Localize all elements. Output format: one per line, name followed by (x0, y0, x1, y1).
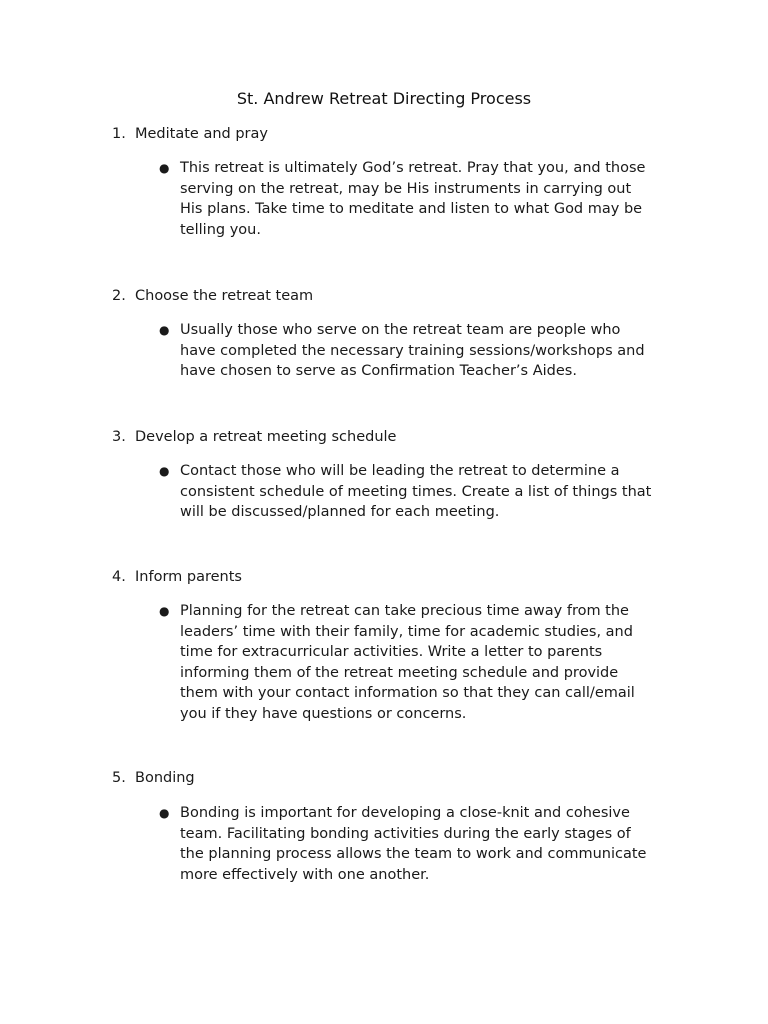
bullet-icon: ● (159, 806, 170, 820)
step-title: Develop a retreat meeting schedule (135, 429, 397, 445)
step-5-heading (112, 768, 195, 788)
paragraph-line: will be discussed/planned for each meeting. (180, 504, 500, 520)
step-1-heading (112, 124, 268, 144)
step-number: 3. (112, 429, 126, 445)
step-2-heading (112, 286, 313, 306)
paragraph-line: the planning process allows the team to work and communicate (180, 846, 647, 862)
step-5-description (180, 803, 680, 885)
step-title: Meditate and pray (135, 126, 268, 142)
paragraph-line: This retreat is ultimately God’s retreat. Pray that you, and those (180, 160, 646, 176)
step-title: Bonding (135, 770, 195, 786)
paragraph-line: have completed the necessary training sessions/workshops and (180, 342, 645, 359)
paragraph-line: Bonding is important for developing a close-knit and cohesive (180, 805, 630, 821)
paragraph-line: informing them of the retreat meeting schedule and provide (180, 664, 619, 681)
paragraph-line: more effectively with one another. (180, 866, 430, 883)
bullet-icon: ● (159, 604, 170, 618)
paragraph-line: Planning for the retreat can take precious time away from the (180, 603, 629, 619)
paragraph-line: you if they have questions or concerns. (180, 705, 467, 722)
step-title: Choose the retreat team (135, 288, 314, 304)
paragraph-line: consistent schedule of meeting times. Create a list of things that (180, 483, 652, 500)
bullet-icon: ● (159, 323, 170, 337)
step-4-heading (112, 567, 242, 587)
step-4-description (180, 601, 680, 724)
paragraph-line: Usually those who serve on the retreat team are people who (180, 322, 621, 338)
paragraph-line: them with your contact information so that they can call/email (180, 685, 635, 701)
step-2-description (180, 320, 680, 382)
paragraph-line: telling you. (180, 221, 261, 238)
document-title: St. Andrew Retreat Directing Process (236, 89, 532, 108)
step-title: Inform parents (135, 569, 242, 585)
paragraph-line: serving on the retreat, may be His instruments in carrying out (180, 180, 632, 197)
step-number: 1. (112, 126, 126, 142)
step-3-description (180, 461, 680, 523)
step-3-heading (112, 427, 396, 447)
bullet-icon: ● (159, 161, 170, 175)
step-number: 5. (112, 770, 126, 786)
paragraph-line: His plans. Take time to meditate and listen to what God may be (180, 201, 643, 217)
paragraph-line: leaders’ time with their family, time for academic studies, and (180, 623, 633, 640)
paragraph-line: team. Facilitating bonding activities during the early stages of (180, 825, 631, 842)
paragraph-line: have chosen to serve as Confirmation Teacher’s Aides. (180, 363, 577, 379)
bullet-icon: ● (159, 464, 170, 478)
step-number: 4. (112, 569, 126, 585)
paragraph-line: time for extracurricular activities. Write a letter to parents (180, 644, 603, 660)
step-1-description (180, 158, 680, 240)
paragraph-line: Contact those who will be leading the retreat to determine a (180, 463, 620, 479)
step-number: 2. (112, 288, 126, 304)
